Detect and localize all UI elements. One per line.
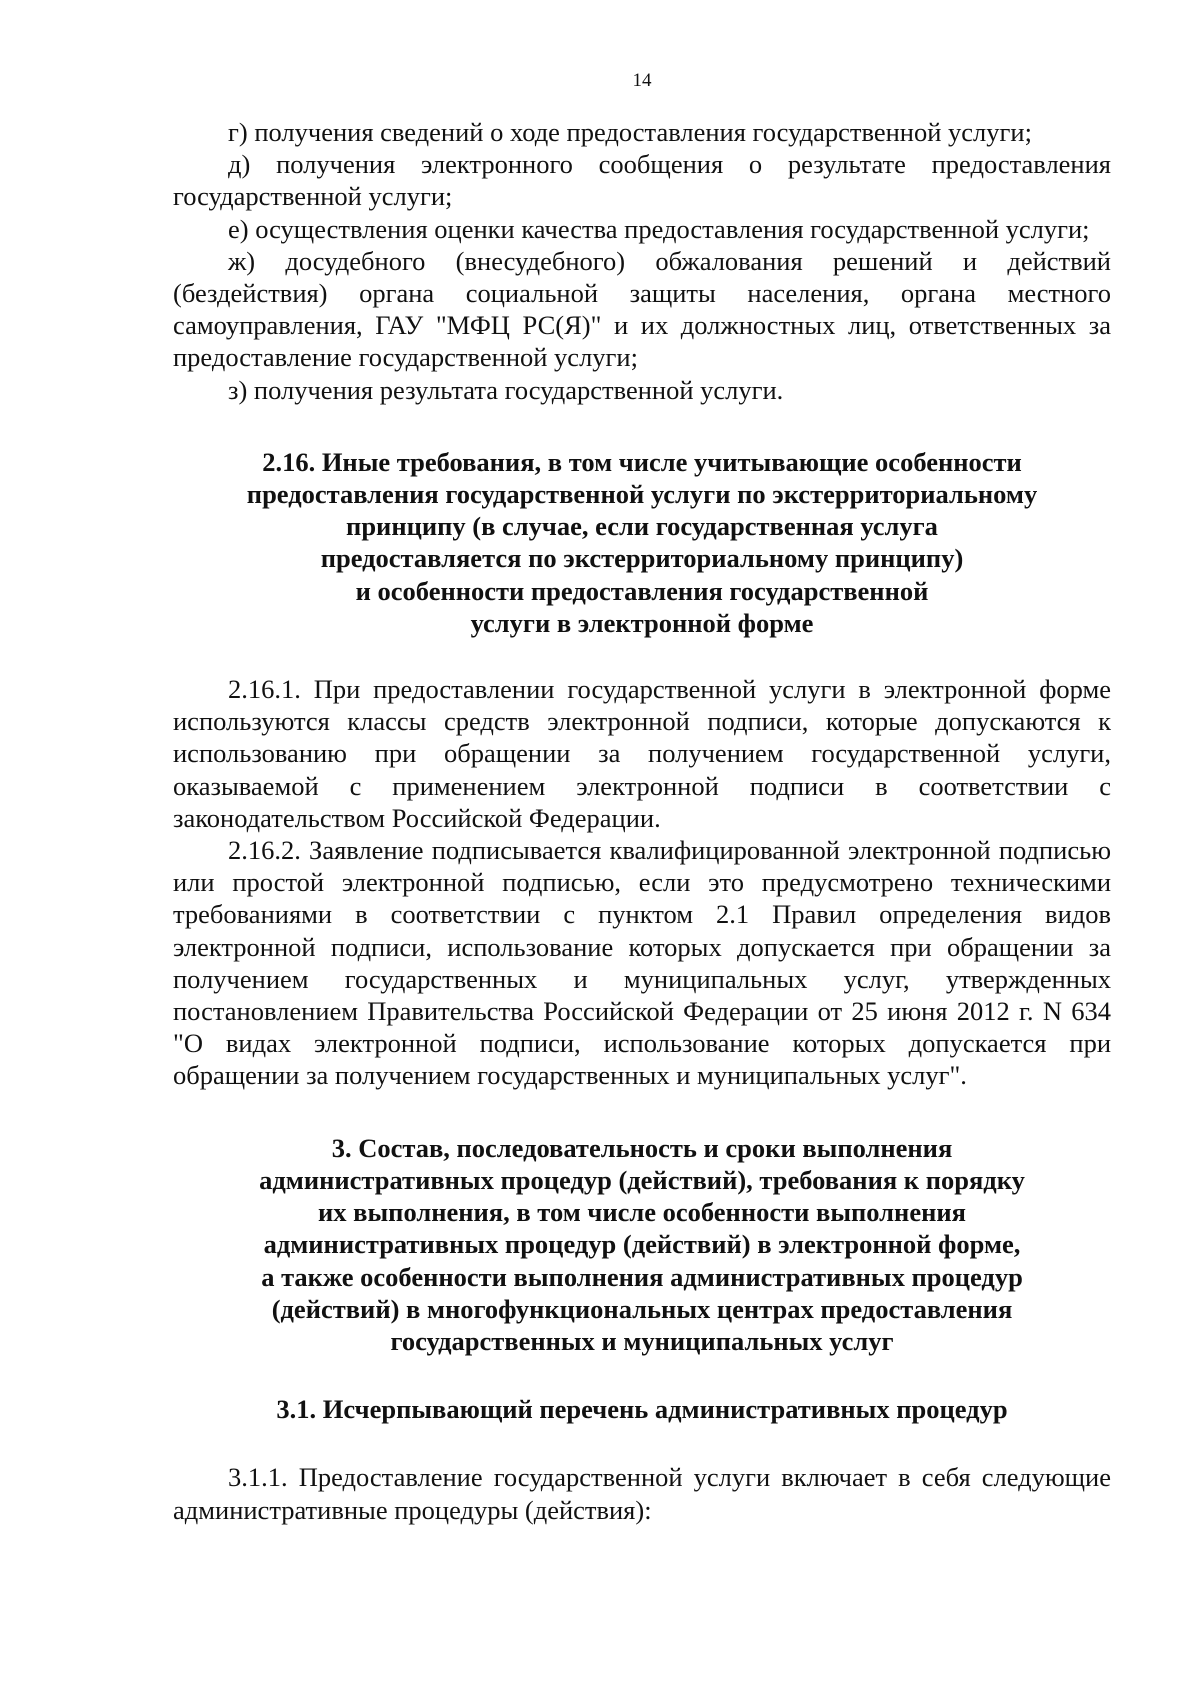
heading-line: административных процедур (действий), требования к порядку <box>259 1164 1025 1195</box>
paragraph-2-16-2: 2.16.2. Заявление подписывается квалифицированной электронной подписью или простой электронной подписью, если это предусмотрено техническими требованиями в соответствии с пунктом 2.1 Правил определения видов электронной подписи, использование которых допускается при обращении за получением государственных и муниципальных услуг, утвержденных постановлением Правительства Российской Федерации от 25 июня 2012 г. N 634 "О видах электронной подписи, использование которых допускается при обращении за получением государственных и муниципальных услуг". <box>173 835 1111 1091</box>
heading-line: принципу (в случае, если государственная услуга <box>346 511 938 542</box>
list-item-zh: ж) досудебного (внесудебного) обжалования решений и действий (бездействия) органа социальной защиты населения, органа местного самоуправления, ГАУ "МФЦ РС(Я)" и их должностных лиц, ответственных за предоставление государственной услуги; <box>173 245 1111 373</box>
paragraph-2-16-1: 2.16.1. При предоставлении государственной услуги в электронной форме используются классы средств электронной подписи, которые допускаются к использованию при обращении за получением государственной услуги, оказываемой с применением электронной подписи в соответствии с законодательством Российской Федерации. <box>173 674 1111 833</box>
heading-line: предоставления государственной услуги по экстерриториальному <box>246 479 1038 510</box>
section-3-heading <box>173 1132 1111 1357</box>
list-item-g: г) получения сведений о ходе предоставления государственной услуги; <box>228 117 1032 147</box>
page-number: 14 <box>632 70 652 91</box>
heading-line: предоставляется по экстерриториальному принципу) <box>320 543 964 574</box>
list-item-e: е) осуществления оценки качества предоставления государственной услуги; <box>228 213 1090 244</box>
heading-line: а также особенности выполнения административных процедур <box>261 1261 1023 1292</box>
heading-line: 3. Состав, последовательность и сроки выполнения <box>331 1132 953 1163</box>
heading-line: 2.16. Иные требования, в том числе учитывающие особенности <box>262 446 1022 477</box>
heading-line: административных процедур (действий) в электронной форме, <box>263 1229 1021 1260</box>
heading-line: услуги в электронной форме <box>470 607 814 638</box>
list-item-z: з) получения результата государственной услуги. <box>228 374 784 405</box>
paragraph-3-1-1: 3.1.1. Предоставление государственной услуги включает в себя следующие административные процедуры (действия): <box>173 1462 1111 1525</box>
heading-line: и особенности предоставления государственной <box>355 575 929 606</box>
section-2-16-heading <box>173 446 1111 639</box>
heading-line: государственных и муниципальных услуг <box>390 1325 894 1356</box>
list-item-d: д) получения электронного сообщения о результате предоставления государственной услуги; <box>173 149 1111 212</box>
heading-line: (действий) в многофункциональных центрах предоставления <box>271 1293 1013 1324</box>
heading-line: их выполнения, в том числе особенности выполнения <box>318 1197 966 1228</box>
section-3-1-heading: 3.1. Исчерпывающий перечень административных процедур <box>276 1394 1008 1425</box>
